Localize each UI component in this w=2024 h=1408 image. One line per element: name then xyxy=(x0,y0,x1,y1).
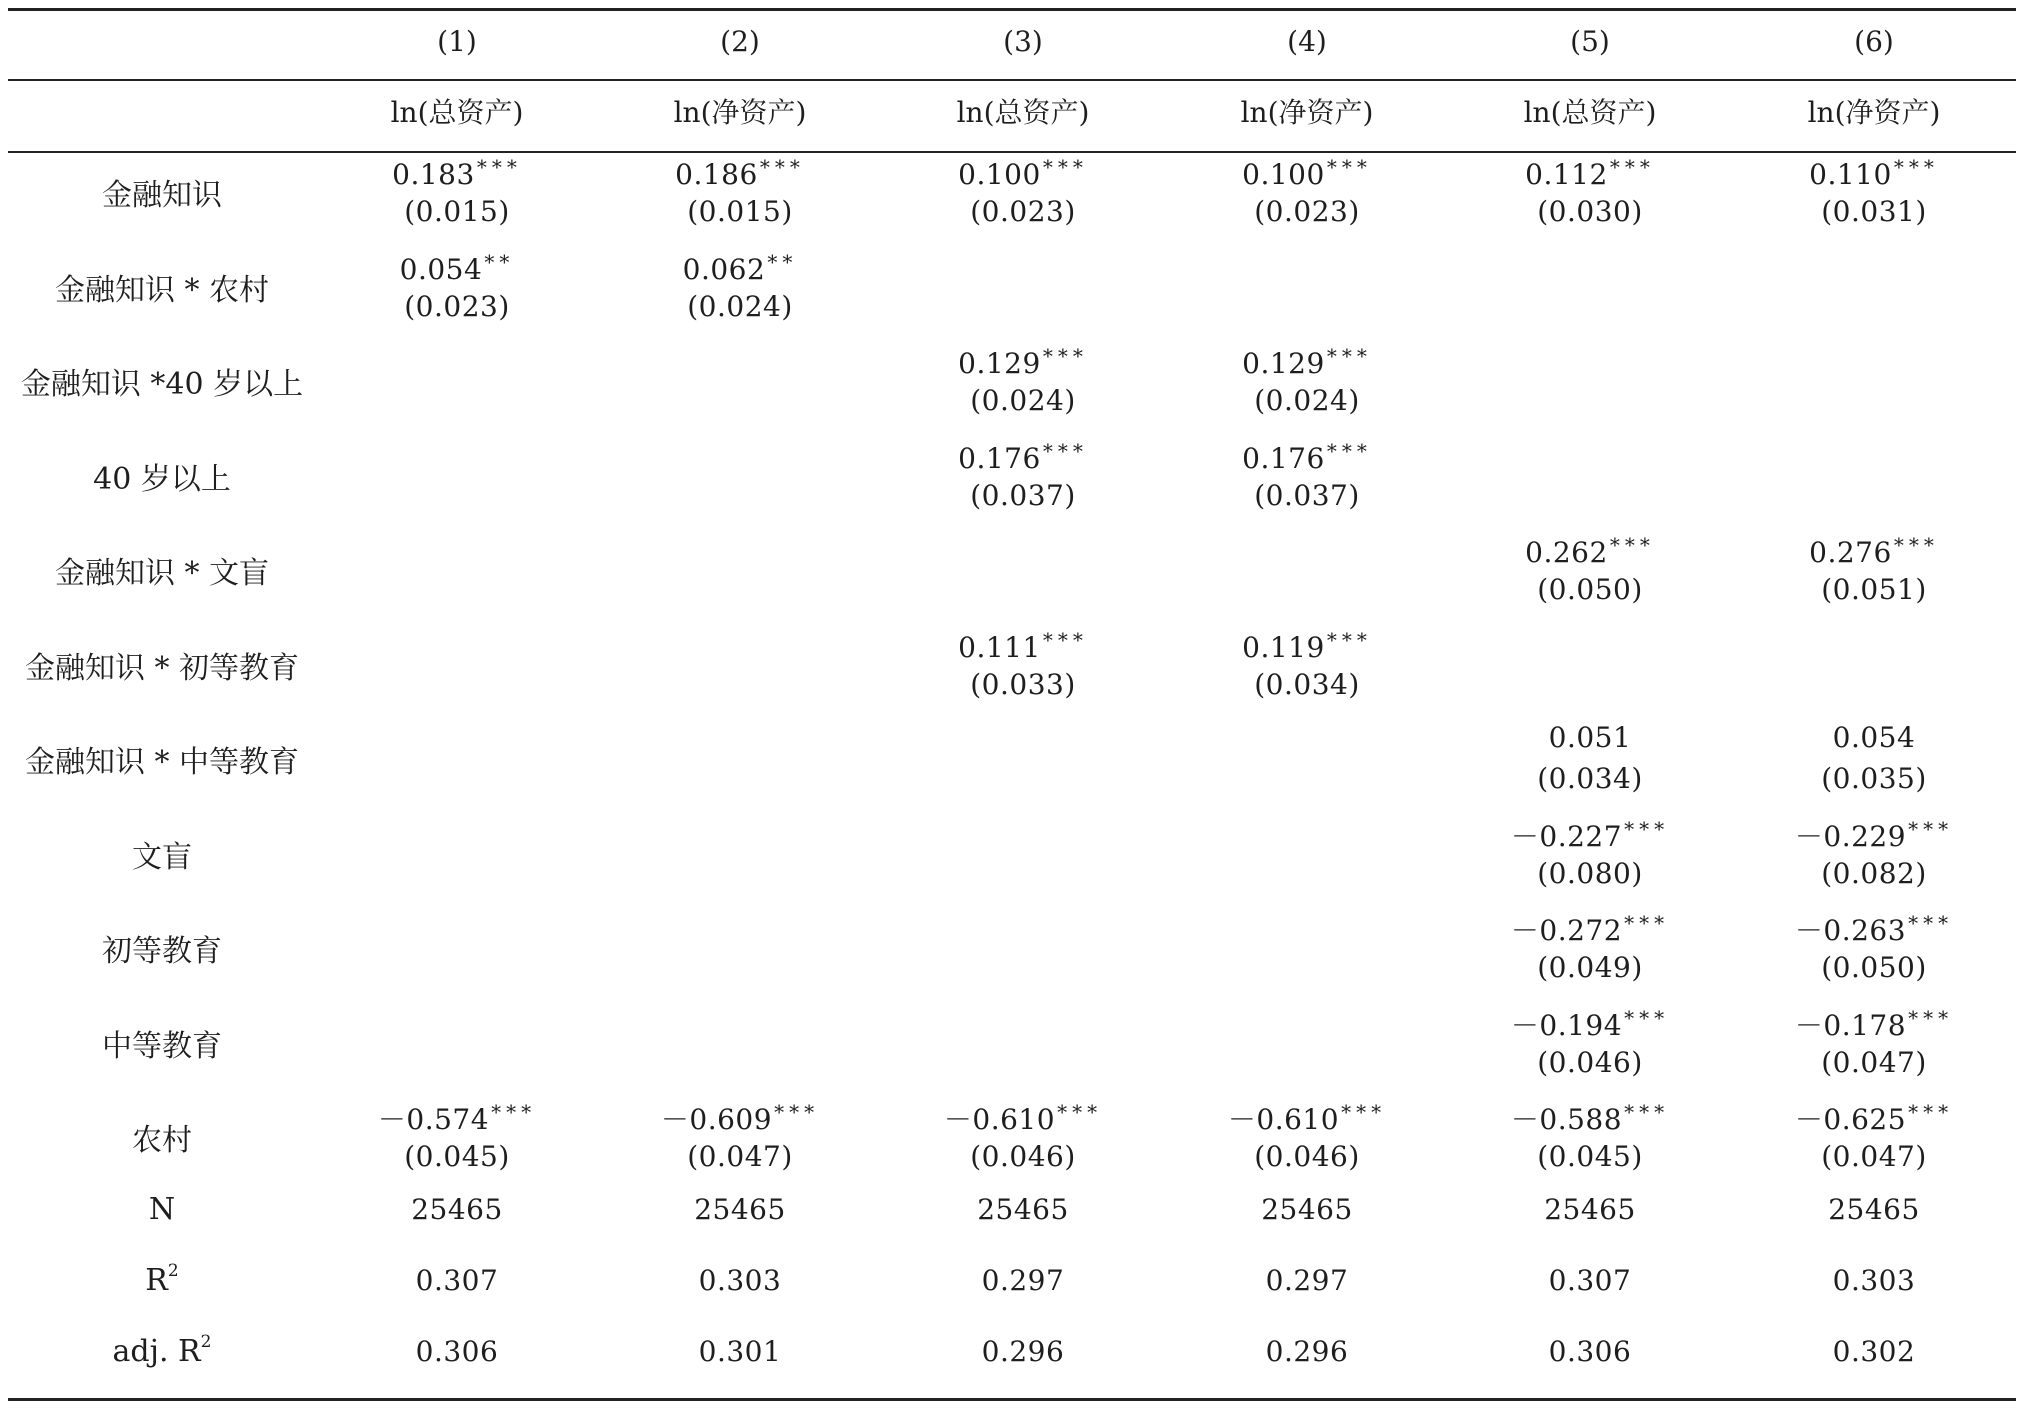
coefficient-value: 0.183 xyxy=(392,158,475,191)
stat-value: 0.306 xyxy=(1548,1335,1632,1368)
coefficient xyxy=(1724,1005,2024,1042)
coefficient xyxy=(1440,913,1740,945)
coefficient-value: －0.229 xyxy=(1794,819,1907,853)
coefficient-value: 0.112 xyxy=(1525,158,1608,191)
significance-stars: *** xyxy=(1326,438,1372,463)
coefficient xyxy=(873,346,1173,378)
coefficient xyxy=(873,438,1173,475)
standard-error: (0.046) xyxy=(1537,1045,1643,1079)
coefficient-value: 0.062 xyxy=(682,252,766,286)
significance-stars: *** xyxy=(1893,155,1939,179)
coefficient-value: 0.176 xyxy=(958,441,1041,475)
dependent-variable: ln(净资产) xyxy=(1240,96,1374,129)
coefficient xyxy=(1724,535,2024,567)
column-number: (4) xyxy=(1287,25,1327,58)
significance-stars: *** xyxy=(1326,155,1372,179)
coefficient xyxy=(873,627,1173,664)
coefficient-value: －0.227 xyxy=(1510,819,1623,853)
standard-error: (0.024) xyxy=(970,384,1076,417)
standard-error: (0.033) xyxy=(970,667,1076,701)
coefficient-value: 0.129 xyxy=(958,347,1041,380)
dependent-variable: ln(净资产) xyxy=(1807,96,1941,129)
standard-error: (0.015) xyxy=(404,195,510,228)
significance-stars: ** xyxy=(484,249,515,274)
coefficient xyxy=(307,249,607,286)
coefficient-value: －0.574 xyxy=(377,1103,490,1136)
coefficient xyxy=(590,157,890,189)
significance-stars: *** xyxy=(1341,1100,1387,1124)
coefficient-value: 0.186 xyxy=(675,158,758,191)
dependent-variable: ln(净资产) xyxy=(673,96,807,129)
coefficient xyxy=(1157,346,1457,378)
coefficient-value: 0.110 xyxy=(1809,158,1892,191)
significance-stars: *** xyxy=(1609,533,1655,557)
standard-error: (0.045) xyxy=(1537,1140,1643,1173)
coefficient xyxy=(1724,913,2024,945)
stat-value: 0.297 xyxy=(1265,1264,1349,1297)
coefficient-value: －0.263 xyxy=(1794,914,1907,947)
significance-stars: *** xyxy=(491,1100,537,1124)
standard-error: (0.047) xyxy=(687,1140,793,1173)
coefficient xyxy=(1440,535,1740,567)
standard-error: (0.046) xyxy=(970,1140,1076,1173)
coefficient xyxy=(590,1102,890,1134)
standard-error: (0.051) xyxy=(1821,573,1927,606)
standard-error: (0.045) xyxy=(404,1140,510,1173)
coefficient xyxy=(873,157,1173,189)
coefficient xyxy=(1440,157,1740,189)
coefficient xyxy=(1440,1005,1740,1042)
dependent-variable: ln(总资产) xyxy=(1523,96,1657,129)
row-label: 初等教育 xyxy=(102,934,222,969)
significance-stars: *** xyxy=(1042,155,1088,179)
standard-error: (0.049) xyxy=(1537,951,1643,984)
significance-stars: *** xyxy=(1624,816,1670,841)
significance-stars: *** xyxy=(1609,155,1655,179)
row-label: 金融知识 *40 岁以上 xyxy=(20,367,304,402)
column-number: (1) xyxy=(437,25,477,58)
coefficient-value: －0.272 xyxy=(1510,914,1623,947)
table-bottom-rule xyxy=(8,1398,2016,1401)
standard-error: (0.046) xyxy=(1254,1140,1360,1173)
coefficient xyxy=(1440,1102,1740,1134)
stat-value: 25465 xyxy=(1261,1193,1353,1226)
dependent-variable: ln(总资产) xyxy=(390,96,524,129)
stat-label-text: N xyxy=(148,1192,176,1227)
significance-stars: *** xyxy=(1908,1005,1954,1030)
standard-error: (0.080) xyxy=(1537,856,1643,890)
column-number: (3) xyxy=(1003,25,1043,58)
coefficient-value: －0.178 xyxy=(1794,1008,1907,1042)
table-top-rule xyxy=(8,8,2016,11)
significance-stars: *** xyxy=(1624,1100,1670,1124)
coefficient xyxy=(1724,721,2024,754)
row-label: 金融知识 * 初等教育 xyxy=(24,650,300,686)
coefficient xyxy=(1724,1102,2024,1134)
standard-error: (0.037) xyxy=(1254,478,1360,512)
standard-error: (0.035) xyxy=(1821,762,1927,795)
significance-stars: *** xyxy=(1908,911,1954,935)
row-label: 金融知识 xyxy=(102,178,222,213)
stat-value: 0.301 xyxy=(698,1335,782,1368)
stat-value: 25465 xyxy=(1544,1193,1636,1226)
significance-stars: *** xyxy=(1893,533,1939,557)
coefficient xyxy=(307,157,607,189)
row-label: 文盲 xyxy=(132,839,192,875)
significance-stars: *** xyxy=(1908,816,1954,841)
coefficient-value: 0.262 xyxy=(1525,536,1608,569)
coefficient xyxy=(1157,157,1457,189)
stat-label-superscript: 2 xyxy=(200,1332,212,1352)
significance-stars: *** xyxy=(759,155,805,179)
coefficient-value: 0.176 xyxy=(1242,441,1325,475)
coefficient-value: 0.129 xyxy=(1242,347,1325,380)
coefficient-value: 0.100 xyxy=(958,158,1041,191)
standard-error: (0.037) xyxy=(970,478,1076,512)
coefficient-value: 0.054 xyxy=(1832,721,1916,754)
row-label: 金融知识 * 农村 xyxy=(54,272,270,308)
standard-error: (0.034) xyxy=(1254,667,1360,701)
significance-stars: *** xyxy=(1624,911,1670,935)
stat-value: 0.297 xyxy=(981,1264,1065,1297)
stat-value: 0.306 xyxy=(415,1335,499,1368)
significance-stars: *** xyxy=(1042,627,1088,652)
significance-stars: *** xyxy=(774,1100,820,1124)
significance-stars: *** xyxy=(1042,344,1088,368)
stat-value: 25465 xyxy=(977,1193,1069,1226)
significance-stars: *** xyxy=(1908,1100,1954,1124)
standard-error: (0.023) xyxy=(970,195,1076,228)
standard-error: (0.024) xyxy=(1254,384,1360,417)
coefficient-value: 0.051 xyxy=(1548,721,1632,754)
coefficient xyxy=(1724,816,2024,853)
standard-error: (0.030) xyxy=(1537,195,1643,228)
standard-error: (0.082) xyxy=(1821,856,1927,890)
stat-value: 25465 xyxy=(1828,1193,1920,1226)
stat-value: 0.296 xyxy=(981,1335,1065,1368)
coefficient xyxy=(1157,1102,1457,1134)
standard-error: (0.015) xyxy=(687,195,793,228)
standard-error: (0.050) xyxy=(1821,951,1927,984)
coefficient xyxy=(1157,438,1457,475)
stat-label-text: R xyxy=(145,1263,168,1298)
coefficient xyxy=(873,1102,1173,1134)
significance-stars: *** xyxy=(1057,1100,1103,1124)
stat-value: 25465 xyxy=(694,1193,786,1226)
coefficient xyxy=(1157,627,1457,664)
significance-stars: *** xyxy=(1042,438,1088,463)
coefficient xyxy=(307,1102,607,1134)
significance-stars: ** xyxy=(767,249,798,274)
coefficient xyxy=(1440,721,1740,754)
standard-error: (0.047) xyxy=(1821,1045,1927,1079)
stat-value: 0.303 xyxy=(698,1264,782,1297)
standard-error: (0.050) xyxy=(1537,573,1643,606)
header-rule xyxy=(8,151,2016,153)
row-label: 农村 xyxy=(132,1123,192,1158)
coefficient xyxy=(1440,816,1740,853)
stat-label-superscript: 2 xyxy=(167,1261,179,1281)
column-number: (5) xyxy=(1570,25,1610,58)
coefficient-value: －0.194 xyxy=(1510,1008,1623,1042)
significance-stars: *** xyxy=(476,155,522,179)
significance-stars: *** xyxy=(1326,627,1372,652)
significance-stars: *** xyxy=(1326,344,1372,368)
standard-error: (0.023) xyxy=(404,289,510,323)
coefficient-value: －0.610 xyxy=(943,1103,1056,1136)
coefficient-value: －0.609 xyxy=(660,1103,773,1136)
row-label: 中等教育 xyxy=(102,1028,222,1064)
significance-stars: *** xyxy=(1624,1005,1670,1030)
column-number: (6) xyxy=(1854,25,1894,58)
column-number-rule xyxy=(8,79,2016,81)
coefficient-value: 0.119 xyxy=(1242,630,1325,664)
standard-error: (0.047) xyxy=(1821,1140,1927,1173)
dependent-variable: ln(总资产) xyxy=(956,96,1090,129)
standard-error: (0.024) xyxy=(687,289,793,323)
stat-value: 0.302 xyxy=(1832,1335,1916,1368)
coefficient-value: －0.610 xyxy=(1227,1103,1340,1136)
standard-error: (0.034) xyxy=(1537,762,1643,795)
row-label: 40 岁以上 xyxy=(93,461,231,497)
coefficient xyxy=(1724,157,2024,189)
coefficient xyxy=(590,249,890,286)
row-label: 金融知识 * 文盲 xyxy=(54,556,270,591)
coefficient-value: －0.588 xyxy=(1510,1103,1623,1136)
stat-value: 0.296 xyxy=(1265,1335,1349,1368)
coefficient-value: 0.054 xyxy=(399,252,483,286)
column-number: (2) xyxy=(720,25,760,58)
stat-value: 0.307 xyxy=(1548,1264,1632,1297)
coefficient-value: －0.625 xyxy=(1794,1103,1907,1136)
stat-value: 25465 xyxy=(411,1193,503,1226)
stat-value: 0.307 xyxy=(415,1264,499,1297)
row-label: 金融知识 * 中等教育 xyxy=(24,745,300,780)
stat-label-text: adj. R xyxy=(112,1334,201,1369)
coefficient-value: 0.100 xyxy=(1242,158,1325,191)
standard-error: (0.031) xyxy=(1821,195,1927,228)
coefficient-value: 0.276 xyxy=(1809,536,1892,569)
stat-value: 0.303 xyxy=(1832,1264,1916,1297)
standard-error: (0.023) xyxy=(1254,195,1360,228)
coefficient-value: 0.111 xyxy=(958,630,1041,664)
